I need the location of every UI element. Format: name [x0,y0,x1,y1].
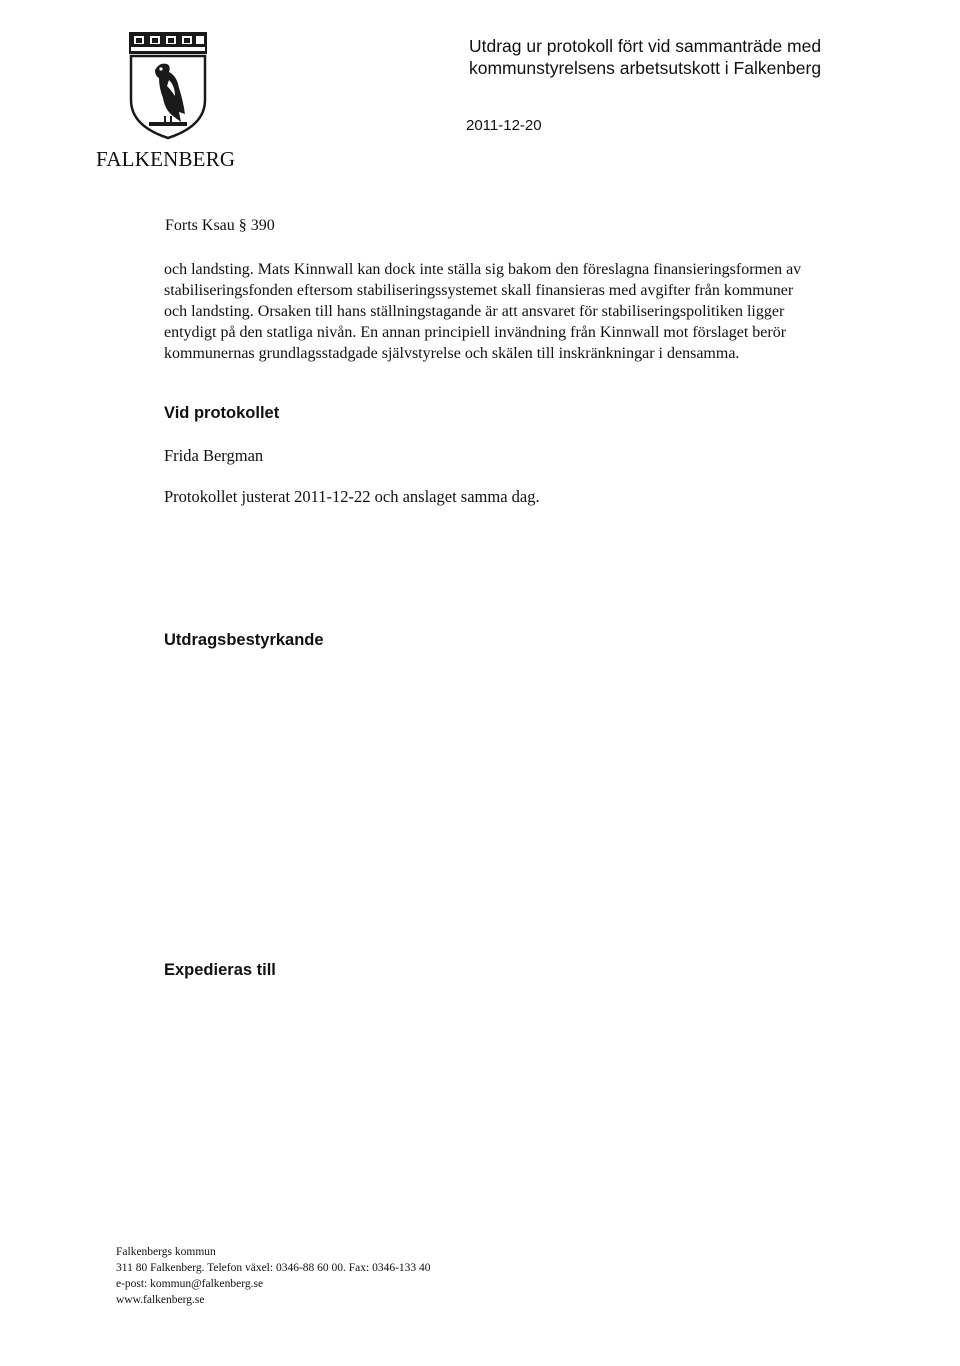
footer-contact [116,1244,431,1308]
footer-address-phone: 311 80 Falkenberg. Telefon växel: 0346-88 60 00. Fax: 0346-133 40 [116,1262,431,1274]
footer-email: e-post: kommun@falkenberg.se [116,1278,264,1290]
certification-heading: Utdragsbestyrkande [164,631,324,649]
document-title [469,35,821,79]
protocol-heading: Vid protokollet [164,404,280,422]
footer-organization: Falkenbergs kommun [116,1246,216,1258]
document-title-line-1: Utdrag ur protokoll fört vid sammanträde med [469,36,822,56]
body-line: och landsting. Mats Kinnwall kan dock inte ställa sig bakom den föreslagna finansieringsformen av [164,261,802,278]
footer-website: www.falkenberg.se [116,1294,205,1306]
distribution-heading: Expedieras till [164,961,276,979]
document-title-line-2: kommunstyrelsens arbetsutskott i Falkenberg [469,58,822,78]
body-line: och landsting. Orsaken till hans ställningstagande är att ansvaret för stabiliseringspolitiken ligger [164,303,785,320]
adjustment-note: Protokollet justerat 2011-12-22 och anslaget samma dag. [164,487,540,506]
section-reference: Forts Ksau § 390 [165,217,275,234]
body-paragraph [164,259,904,364]
body-line: entydigt på den statliga nivån. En annan principiell invändning från Kinnwall mot förslaget berör [164,324,787,341]
body-line: kommunernas grundlagsstadgade självstyrelse och skälen till inskränkningar i densamma. [164,345,740,362]
falcon-coat-of-arms-icon [125,30,211,142]
body-line: stabiliseringsfonden eftersom stabiliseringssystemet skall finansieras med avgifter från kommuner [164,282,794,299]
secretary-name: Frida Bergman [164,446,264,465]
municipality-name: FALKENBERG [96,147,236,171]
document-date: 2011-12-20 [466,117,542,134]
